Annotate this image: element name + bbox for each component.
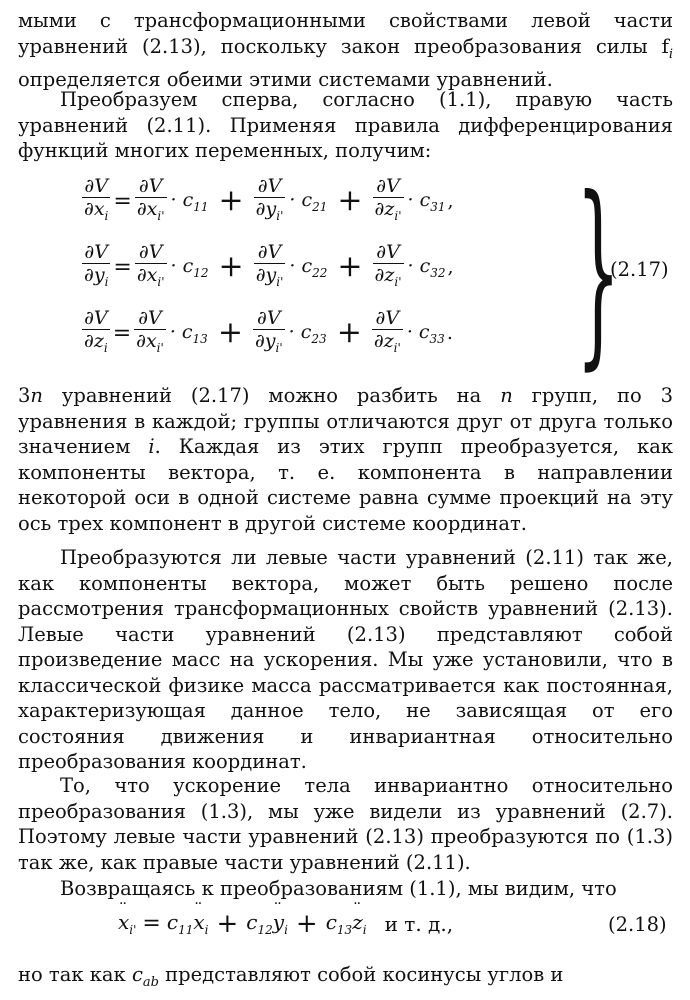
- coefficient: · $c_{32}$: [407, 254, 446, 280]
- paragraph-7: но так как $c_{ab}$ представляют собой косинусы углов и: [18, 963, 564, 990]
- equation-line: $\frac{\partial V}{\partial y_i}$ = $\frac{\partial V}{\partial x_{i'}}$ · $c_{12}$ + $\frac{\partial V}{\partial y_{i'}}$ · $c_{22}$ + $\frac{\partial V}{\partial z_{i'}}$ · $c_{32}$ ,: [80, 238, 454, 296]
- lhs-fraction: $\frac{\partial V}{\partial x_i}$: [82, 175, 110, 227]
- lhs-fraction: $\frac{\partial V}{\partial y_i}$: [82, 241, 110, 293]
- coefficient: · $c_{21}$: [289, 188, 328, 214]
- equation-2-18: ·· $x_{i'}$ = $c_{11}\cdot\cdot x_i$ + $c_{12}\cdot\cdot y_i$ + $c_{13}\cdot\cdot z_i$ и т. д.,: [118, 910, 453, 937]
- term-fraction: $\frac{\partial V}{\partial z_{i'}}$: [372, 307, 403, 359]
- term-fraction: $\frac{\partial V}{\partial y_{i'}}$: [254, 175, 286, 227]
- term-fraction: $\frac{\partial V}{\partial x_{i'}}$: [134, 307, 166, 359]
- term-fraction: $\frac{\partial V}{\partial y_{i'}}$: [253, 307, 285, 359]
- equation-line: $\frac{\partial V}{\partial z_i}$ = $\frac{\partial V}{\partial x_{i'}}$ · $c_{13}$ + $\frac{\partial V}{\partial y_{i'}}$ · $c_{23}$ + $\frac{\partial V}{\partial z_{i'}}$ · $c_{33}$ .: [80, 304, 453, 362]
- term-fraction: $\frac{\partial V}{\partial y_{i'}}$: [254, 241, 286, 293]
- paragraph-4: Преобразуются ли левые части уравнений (2.11) так же, как компоненты вектора, может быть решено после рассмотрения трансформационных свойств уравнений (2.13). Левые части уравнений (2.13) представляют собой произведение масс на ускорения. Мы уже установили, что в классической физике масса рассматривается как постоянная, характеризующая данное тело, не зависящая от его состояния движения и инвариантная относительно преобразования координат.: [18, 546, 673, 773]
- equation-tail: и т. д.,: [384, 911, 454, 936]
- term-fraction: $\frac{\partial V}{\partial x_{i'}}$: [135, 175, 167, 227]
- equation-number-2-17: (2.17): [610, 258, 669, 281]
- rhs-term: $c_{12}\cdot\cdot y_i$: [246, 910, 288, 937]
- paragraph-6: Возвращаясь к преобразованиям (1.1), мы видим, что: [60, 877, 617, 900]
- coefficient: · $c_{31}$: [407, 188, 446, 214]
- paragraph-5: То, что ускорение тела инвариантно относительно преобразования (1.3), мы уже видели из уравнений (2.7). Поэтому левые части уравнений (2.13) преобразуются по (1.3) так же, как правые части уравнений (2.11).: [18, 774, 673, 874]
- coefficient: · $c_{33}$: [406, 320, 445, 346]
- equation-system-2-17: [80, 155, 680, 388]
- rhs-term: $c_{13}\cdot\cdot z_i$: [326, 910, 367, 937]
- term-fraction: $\frac{\partial V}{\partial z_{i'}}$: [373, 241, 404, 293]
- right-brace: }: [576, 155, 621, 388]
- equation-line: $\frac{\partial V}{\partial x_i}$ = $\frac{\partial V}{\partial x_{i'}}$ · $c_{11}$ + $\frac{\partial V}{\partial y_{i'}}$ · $c_{21}$ + $\frac{\partial V}{\partial z_{i'}}$ · $c_{31}$ ,: [80, 172, 454, 230]
- rhs-term: $c_{11}\cdot\cdot x_i$: [167, 910, 209, 937]
- coefficient: · $c_{13}$: [169, 320, 208, 346]
- lhs-acceleration: ·· $x_{i'}$: [118, 910, 136, 937]
- paragraph-3: 3n уравнений (2.17) можно разбить на n групп, по 3 уравнения в каждой; группы отличаются друг от друга только значением i. Каждая из этих групп преобразуется, как компоненты вектора, т. е. компонента в направлении некоторой оси в одной системе равна сумме проекций на эту ось трех компонент в другой системе координат.: [18, 384, 674, 535]
- lhs-fraction: $\frac{\partial V}{\partial z_i}$: [82, 307, 110, 359]
- term-fraction: $\frac{\partial V}{\partial z_{i'}}$: [373, 175, 404, 227]
- coefficient: · $c_{22}$: [289, 254, 328, 280]
- coefficient: · $c_{12}$: [170, 254, 209, 280]
- paragraph-2: Преобразуем сперва, согласно (1.1), правую часть уравнений (2.11). Применяя правила дифференцирования функций многих переменных, получим:: [18, 88, 673, 162]
- equation-number-2-18: (2.18): [608, 913, 667, 936]
- coefficient: · $c_{11}$: [170, 188, 209, 214]
- term-fraction: $\frac{\partial V}{\partial x_{i'}}$: [135, 241, 167, 293]
- paragraph-1: мыми с трансформационными свойствами левой части уравнений (2.13), поскольку закон преобразования силы $f_i$ определяется обеими этими системами уравнений.: [18, 9, 673, 91]
- coefficient: · $c_{23}$: [288, 320, 327, 346]
